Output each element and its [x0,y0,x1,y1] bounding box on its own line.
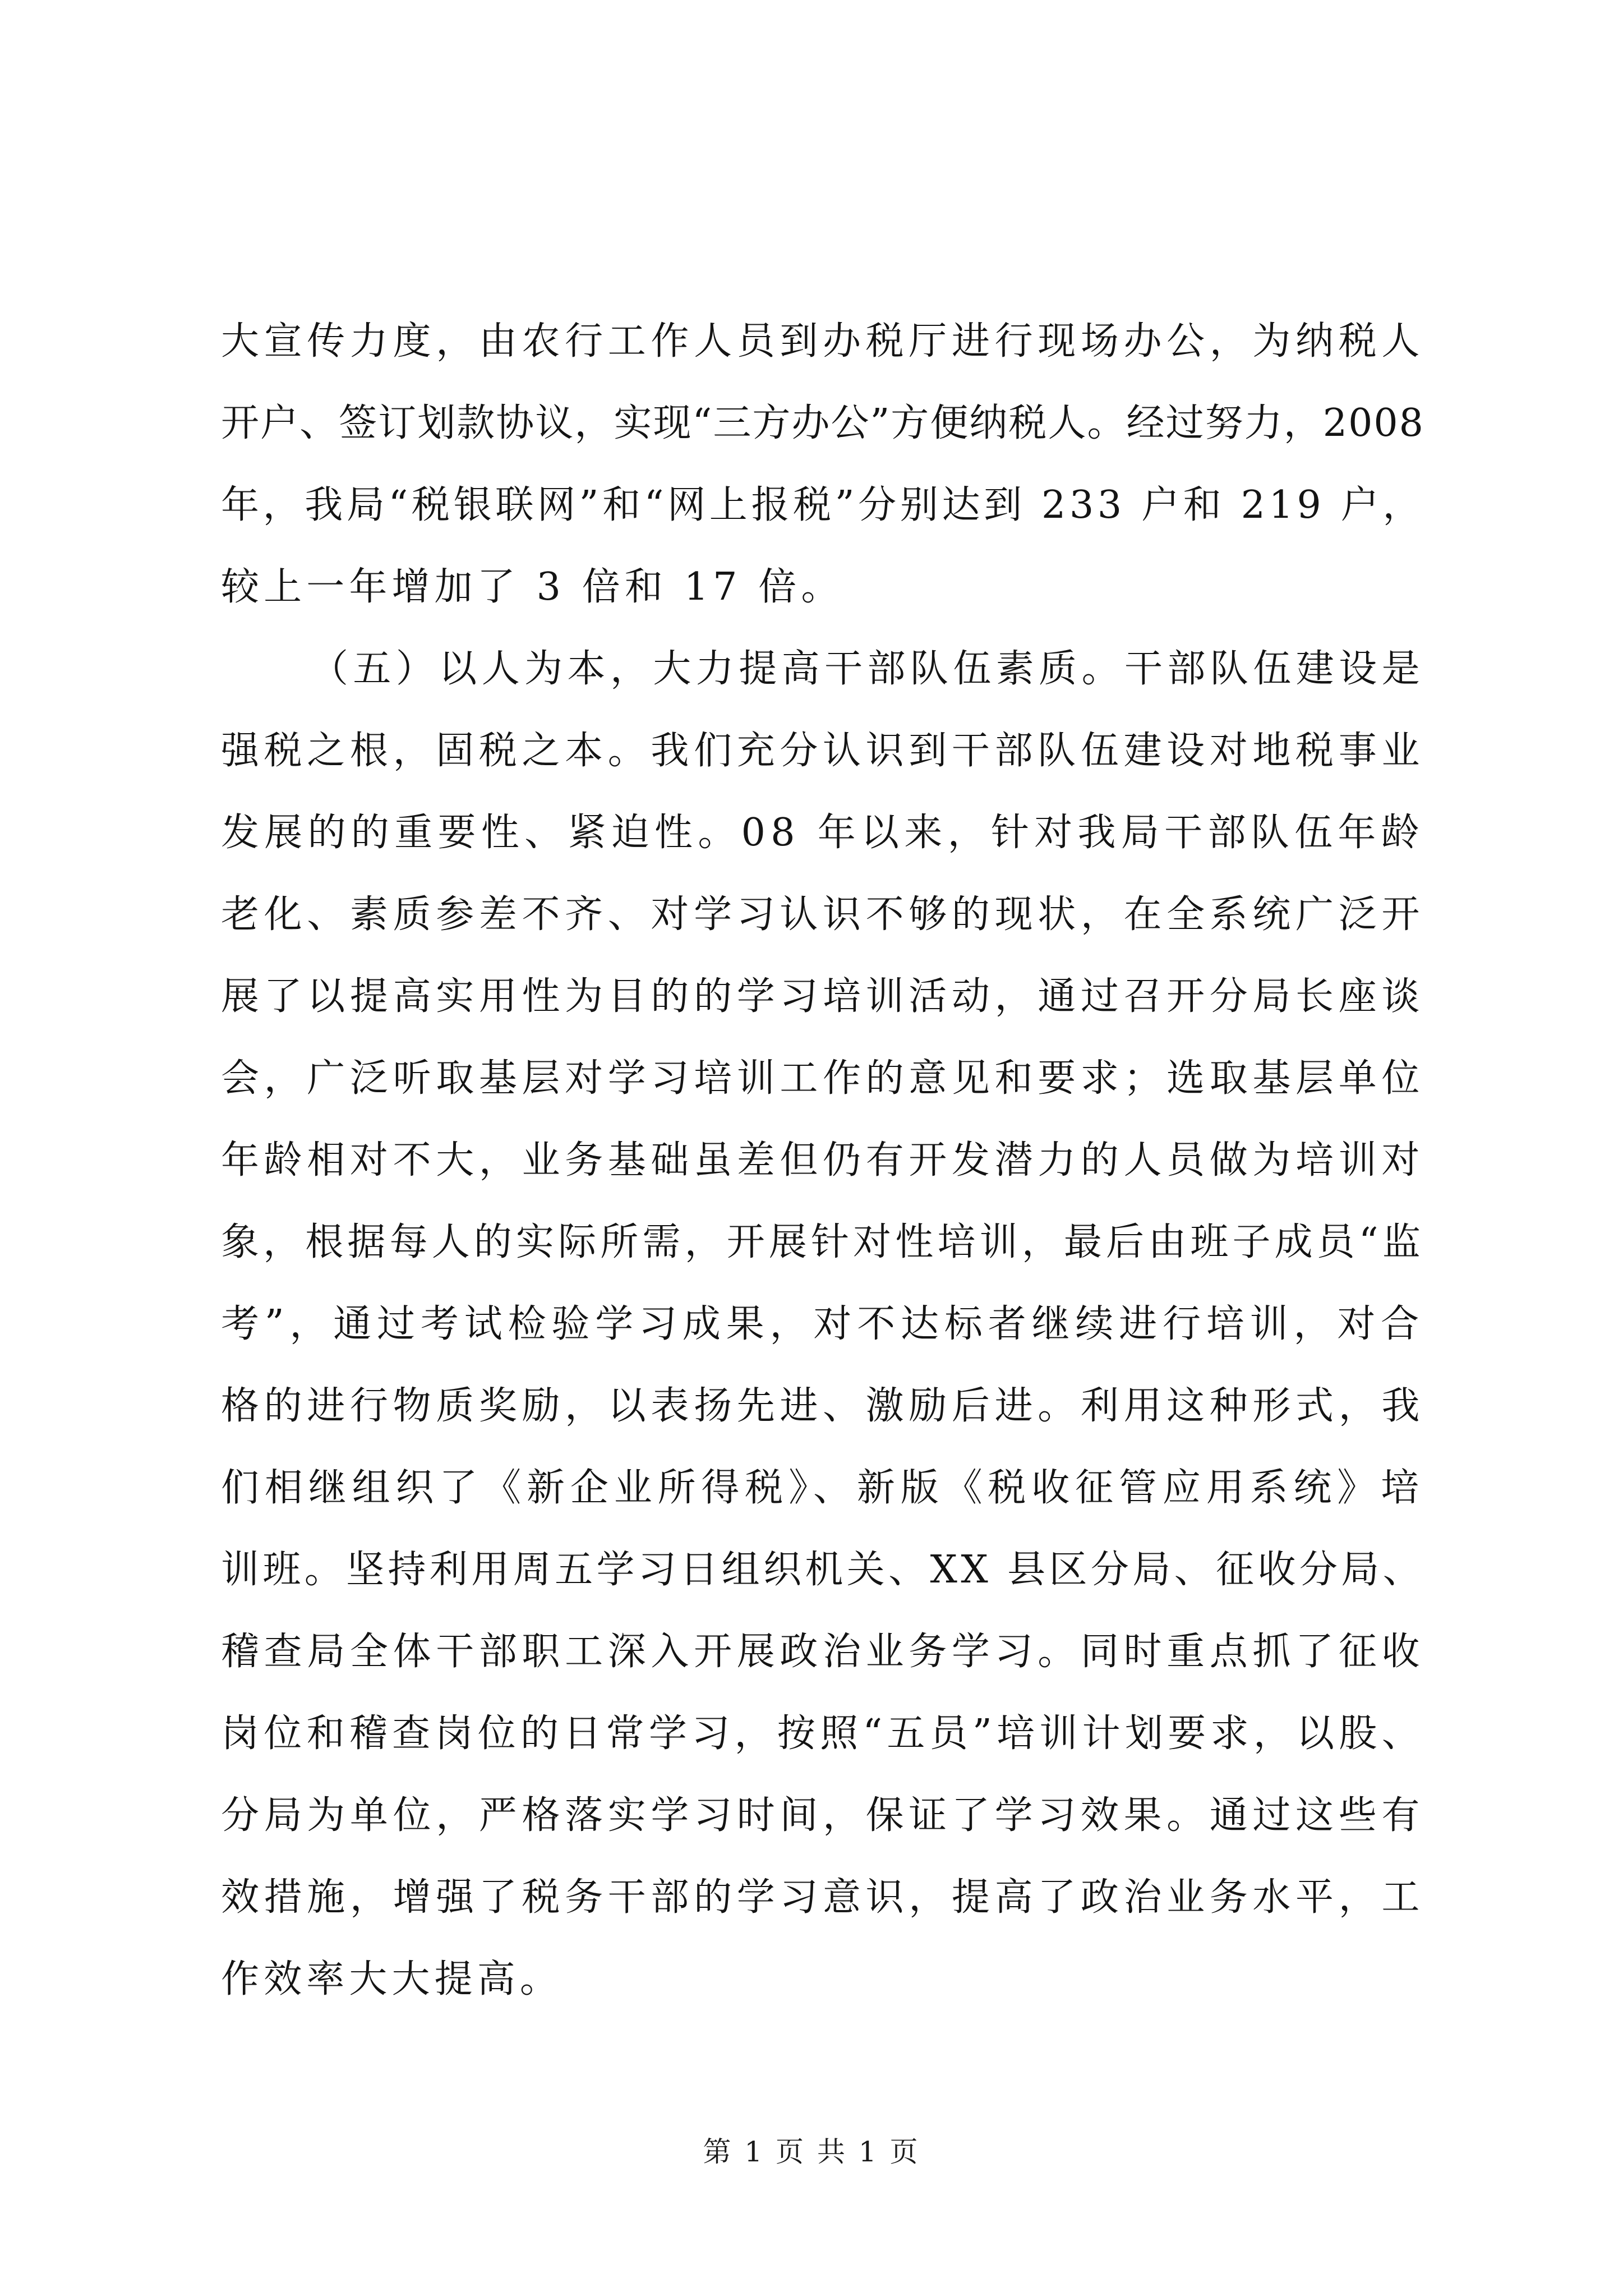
page-footer [0,2132,1623,2172]
text-line-content: 们相继组织了《新企业所得税》、新版《税收征管应用系统》培 [221,1466,1424,1510]
text-line-content: 作效率大大提高。 [221,1957,562,2001]
text-line [221,1202,1424,1283]
text-line [221,628,1424,710]
text-line [221,1529,1424,1611]
text-line-content: 考”，通过考试检验学习成果，对不达标者继续进行培训，对合 [221,1302,1424,1346]
text-line [221,1038,1424,1120]
text-line-content: 发展的的重要性、紧迫性。08 年以来，针对我局干部队伍年龄 [221,811,1424,855]
text-line [221,1447,1424,1529]
text-line-content: 开户、签订划款协议，实现“三方办公”方便纳税人。经过努力，2008 [221,401,1424,445]
paragraph [221,301,1424,628]
body-text [221,301,1424,2021]
text-line-content: 稽查局全体干部职工深入开展政治业务学习。同时重点抓了征收 [221,1630,1424,1674]
text-line-content: 格的进行物质奖励，以表扬先进、激励后进。利用这种形式，我 [221,1384,1424,1428]
text-line [221,546,1424,628]
text-line-content: 训班。坚持利用周五学习日组织机关、XX 县区分局、征收分局、 [221,1548,1424,1592]
text-line-content: 会，广泛听取基层对学习培训工作的意见和要求；选取基层单位 [221,1056,1424,1101]
page-number-label: 第 1 页 共 1 页 [703,2136,920,2168]
text-line-content: 较上一年增加了 3 倍和 17 倍。 [221,565,844,609]
text-line-content: 分局为单位，严格落实学习时间，保证了学习效果。通过这些有 [221,1793,1424,1838]
text-line [221,464,1424,546]
text-line [221,1693,1424,1775]
text-line-content: 年，我局“税银联网”和“网上报税”分别达到 233 户和 219 户， [221,483,1424,527]
text-line-content: 岗位和稽查岗位的日常学习，按照“五员”培训计划要求，以股、 [221,1711,1424,1756]
text-line [221,956,1424,1038]
text-line-content: 展了以提高实用性为目的的学习培训活动，通过召开分局长座谈 [221,974,1424,1019]
text-line [221,874,1424,956]
text-line [221,1365,1424,1447]
text-line [221,710,1424,792]
text-line [221,1283,1424,1365]
paragraph [221,628,1424,2021]
text-line [221,792,1424,874]
text-line [221,1120,1424,1202]
text-line [221,1857,1424,1939]
text-line-content: 强税之根，固税之本。我们充分认识到干部队伍建设对地税事业 [221,729,1424,773]
text-line [221,383,1424,464]
text-line-content: 效措施，增强了税务干部的学习意识，提高了政治业务水平，工 [221,1875,1424,1920]
text-line-content: 年龄相对不大，业务基础虽差但仍有开发潜力的人员做为培训对 [221,1138,1424,1182]
text-line [221,1611,1424,1693]
text-line [221,301,1424,383]
text-line-content: 老化、素质参差不齐、对学习认识不够的现状，在全系统广泛开 [221,892,1424,937]
text-line [221,1775,1424,1857]
text-line-content: 象，根据每人的实际所需，开展针对性培训，最后由班子成员“监 [221,1220,1424,1264]
text-line [221,1939,1424,2021]
text-line-content: 大宣传力度，由农行工作人员到办税厅进行现场办公，为纳税人 [221,319,1424,364]
text-line-content: （五）以人为本，大力提高干部队伍素质。干部队伍建设是 [310,647,1424,691]
